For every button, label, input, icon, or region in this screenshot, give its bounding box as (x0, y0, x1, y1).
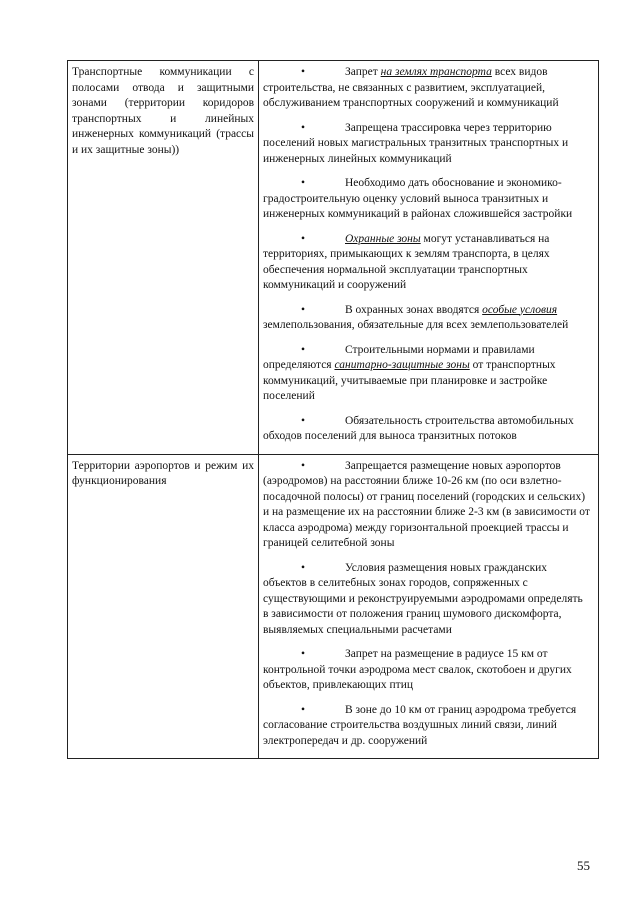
term-link[interactable]: Охранные зоны (345, 232, 421, 245)
list-item: • Запрещена трассировка через территорию поселений новых магистральных транзитных транспортных и инженерных линейных коммуникаций (263, 121, 569, 165)
restrictions-cell (259, 61, 599, 455)
term-link[interactable]: санитарно-защитные зоны (334, 359, 470, 371)
list-item: • Запрещается размещение новых аэропортов (аэродромов) на расстоянии ближе 10-26 км (по оси взлетно-посадочной полосы) от границ поселений (городских и сельских) и на размещение их на расстоянии ближе 2-3 км (в зависимости от класса аэродрома) между горизонтальной проекцией трассы и границей селитебной зоны (263, 459, 590, 549)
list-item: • Охранные зоны могут устанавливаться на территориях, примыкающих к землям транспорта, в целях обеспечения нормальной эксплуатации транспортных коммуникаций и сооружений (263, 232, 550, 291)
term-link[interactable]: на землях транспорта (380, 66, 492, 78)
table-row (68, 61, 599, 455)
term-link[interactable]: особые условия (482, 303, 558, 316)
list-item: • Строительными нормами и правилами определяются санитарно-защитные зоны от транспортных коммуникаций, учитываемые при планировке и застройке поселений (263, 343, 556, 402)
list-item: • Необходимо дать обоснование и экономико-градостроительную оценку условий выноса транзитных и инженерных коммуникаций в районах сложившейся застройки (263, 177, 573, 220)
list-item: • В зоне до 10 км от границ аэродрома требуется согласование строительства воздушных линий связи, линий электропередач и др. сооружений (263, 703, 577, 747)
bullet-icon: • (301, 648, 306, 660)
page-number: 55 (577, 858, 590, 873)
list-item: • В охранных зонах вводятся особые условия землепользования, обязательные для всех землепользователей (263, 303, 569, 331)
table-row (68, 454, 599, 759)
bullet-icon: • (301, 343, 306, 356)
zone-title-cell (68, 61, 259, 455)
bullet-icon: • (301, 703, 306, 716)
restrictions-cell (259, 454, 599, 759)
list-item: • Запрет на размещение в радиусе 15 км от контрольной точки аэродрома мест свалок, скотобоен и других объектов, привлекающих птиц (263, 648, 572, 691)
zone-title: Территории аэропортов и режим их функционирования (72, 459, 254, 487)
bullet-icon: • (301, 414, 306, 427)
bullet-icon: • (301, 177, 306, 189)
bullet-icon: • (301, 303, 306, 316)
list-item: • Условия размещения новых гражданских объектов в селитебных зонах городов, сопряженных с существующими и реконструируемыми аэродромами определять в зависимости от положения границ шумового дискомфорта, выявляемых специальными расчетами (263, 561, 583, 636)
bullet-icon: • (301, 121, 306, 134)
list-item: • Обязательность строительства автомобильных обходов поселений для выноса транзитных потоков (263, 414, 574, 442)
bullet-icon: • (301, 66, 306, 78)
bullet-icon: • (301, 459, 306, 472)
zone-title-cell (68, 454, 259, 759)
regulations-table (67, 60, 599, 759)
list-item: • Запрет на землях транспорта всех видов строительства, не связанных с развитием, эксплуатацией, обслуживанием транспортных сооружений и коммуникаций (263, 66, 559, 109)
zone-title: Транспортные коммуникации с полосами отвода и защитными зонами (территории коридоров транспортных и линейных инженерных коммуникаций (трассы и их защитные зоны)) (72, 66, 254, 156)
bullet-icon: • (301, 561, 306, 574)
bullet-icon: • (301, 232, 306, 245)
